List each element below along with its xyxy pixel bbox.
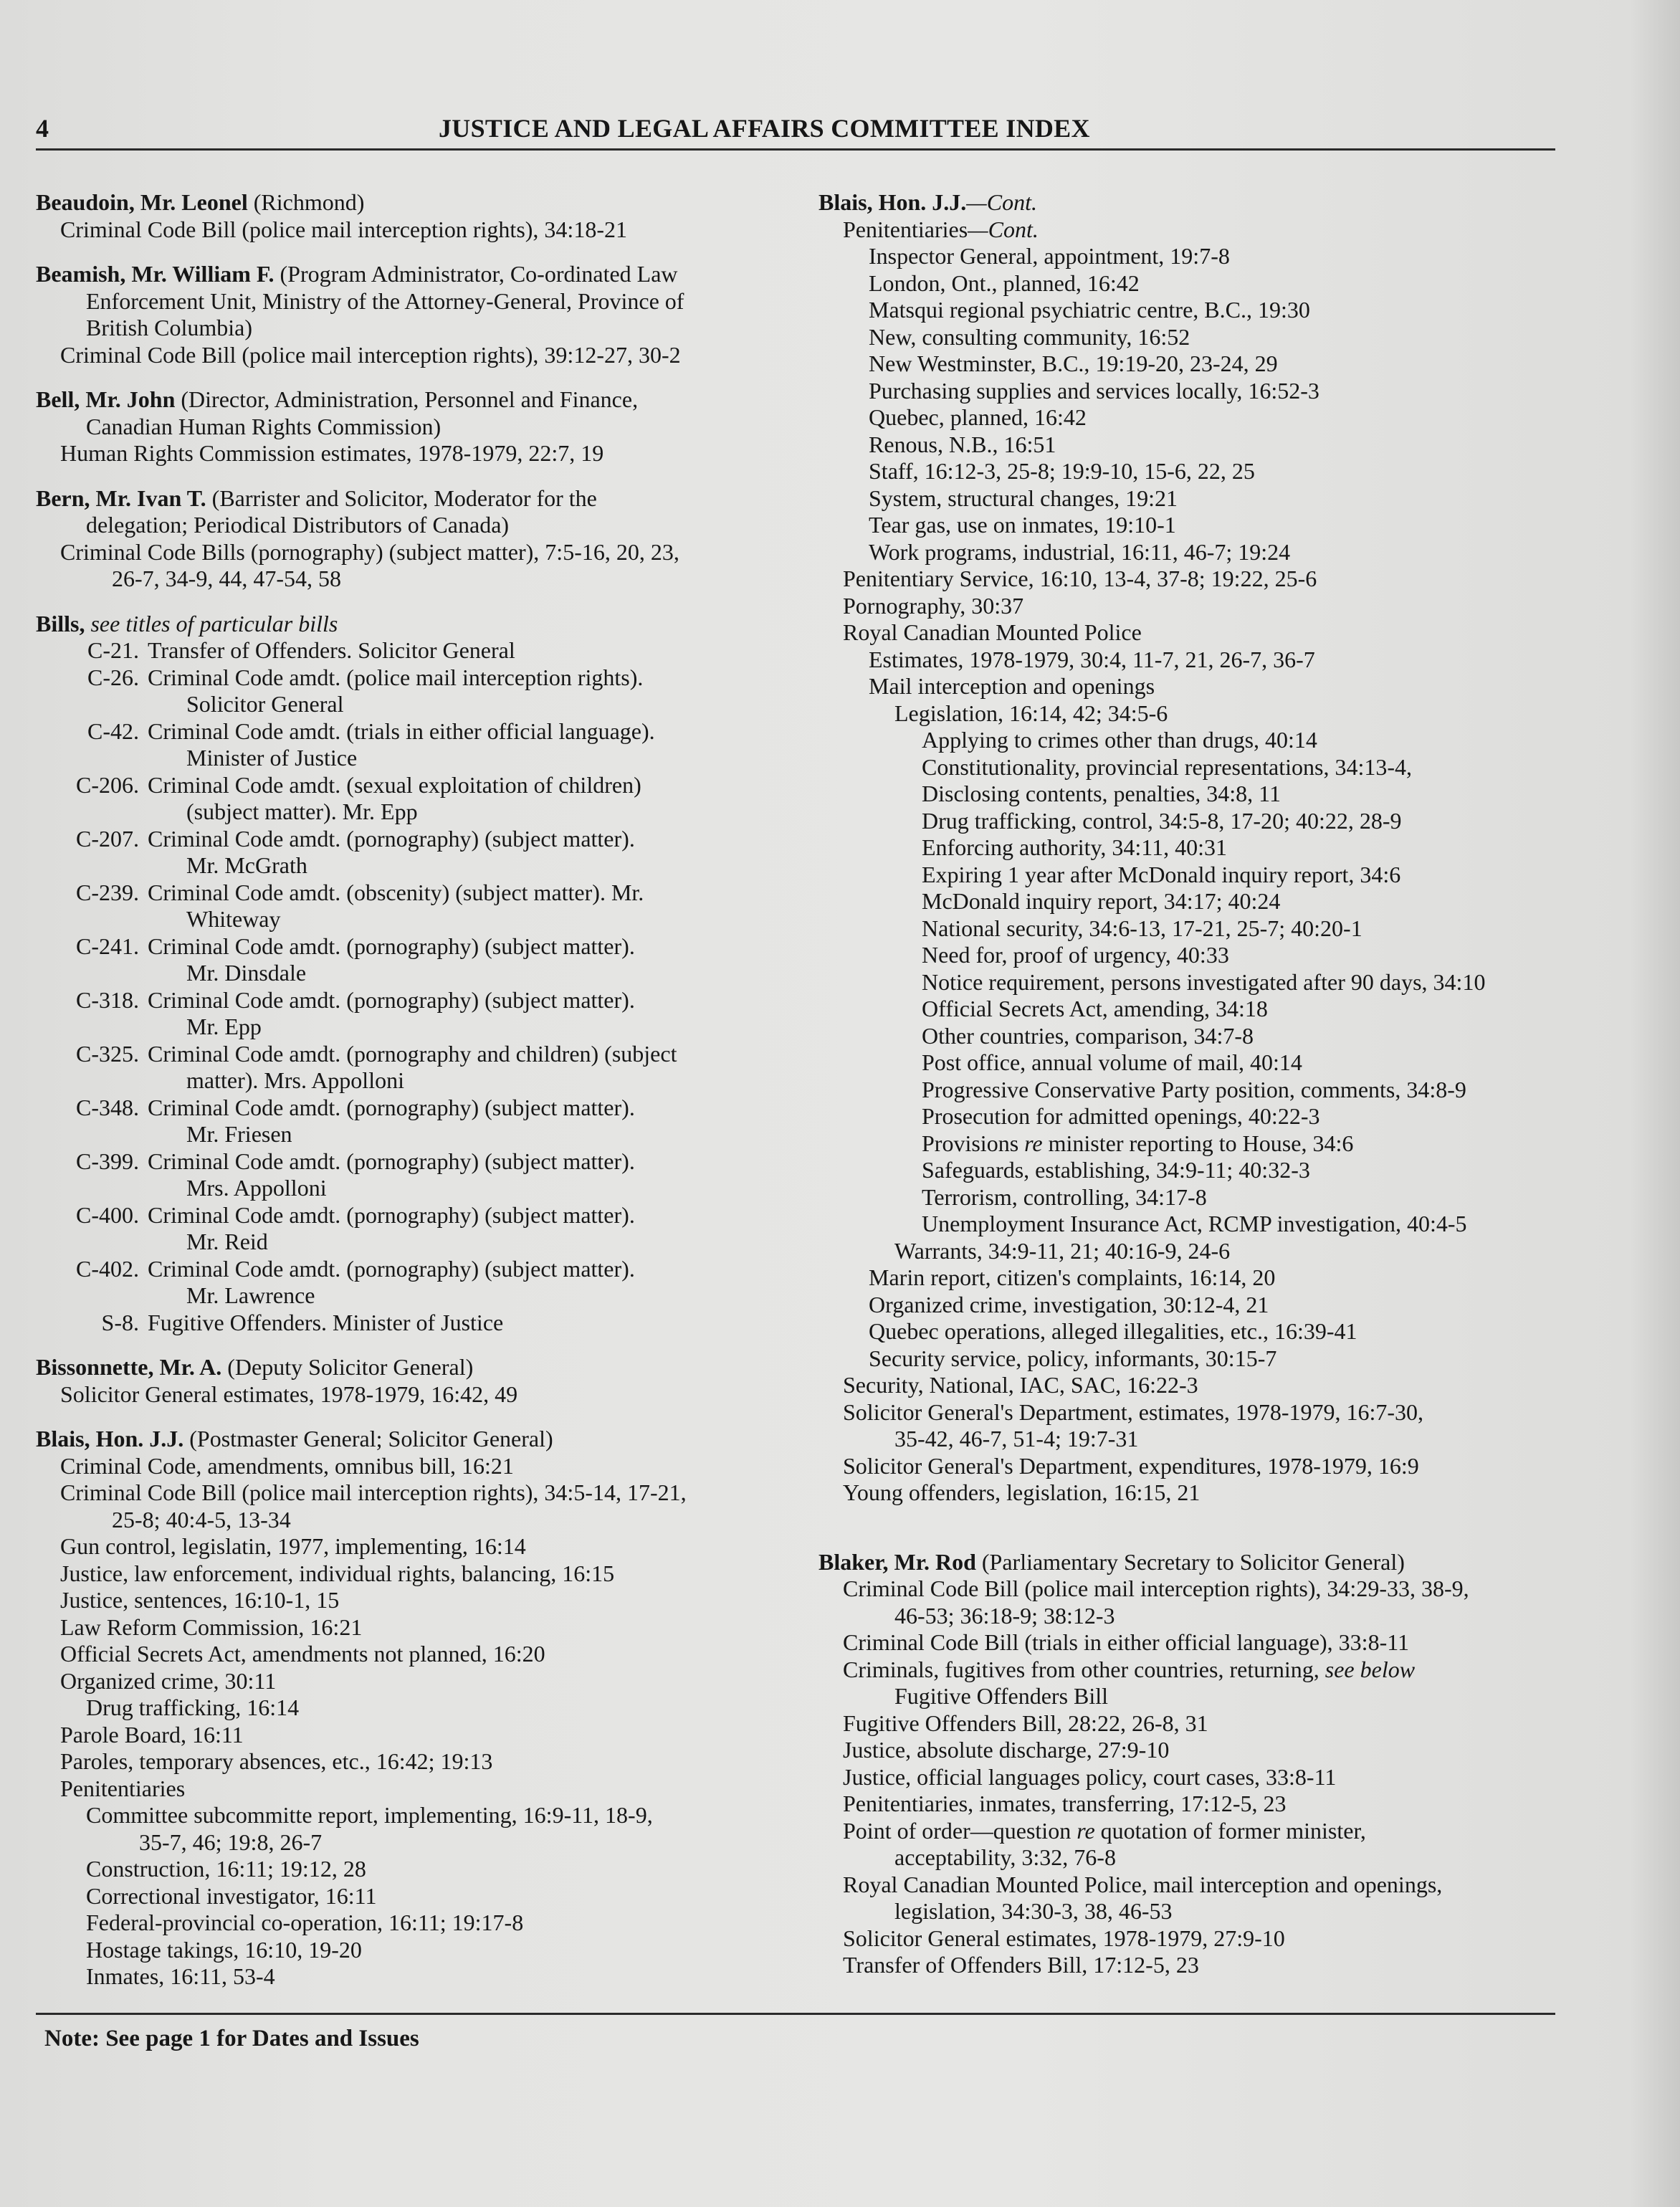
entry-description: (Deputy Solicitor General) (227, 1354, 474, 1380)
index-entry-bissonnette (36, 1354, 810, 1408)
entry-reference: Justice, absolute discharge, 27:9-10 (843, 1737, 1170, 1763)
spacer (818, 1525, 1571, 1549)
entry-reference: Royal Canadian Mounted Police, mail interception and openings, (843, 1871, 1443, 1897)
bill-item (36, 826, 810, 880)
bill-number: C-42. (87, 718, 139, 744)
bill-number: C-325. (76, 1040, 139, 1067)
bill-title: Criminal Code amdt. (pornography) (subject matter). (148, 1255, 635, 1282)
entry-reference: Estimates, 1978-1979, 30:4, 11-7, 21, 26-7, 36-7 (869, 646, 1315, 672)
footnote: Note: See page 1 for Dates and Issues (44, 2026, 419, 2051)
entry-reference: Security, National, IAC, SAC, 16:22-3 (843, 1372, 1198, 1398)
index-entry-beaudoin (36, 189, 810, 243)
entry-reference: 35-7, 46; 19:8, 26-7 (139, 1829, 323, 1855)
bill-item (36, 664, 810, 718)
entry-reference: Disclosing contents, penalties, 34:8, 11 (922, 781, 1281, 806)
bill-item (36, 987, 810, 1041)
bill-number: C-348. (76, 1094, 139, 1120)
bill-item (36, 637, 810, 664)
entry-reference: Legislation, 16:14, 42; 34:5-6 (894, 700, 1168, 726)
entry-reference: Gun control, legislatin, 1977, implementing, 16:14 (60, 1533, 526, 1559)
bill-sponsor: Mr. Friesen (186, 1121, 292, 1147)
bill-number: C-318. (76, 986, 139, 1013)
bill-title: Criminal Code amdt. (pornography) (subject matter). (148, 825, 635, 852)
bill-item (36, 1148, 810, 1202)
entry-reference: Safeguards, establishing, 34:9-11; 40:32-3 (922, 1157, 1310, 1183)
entry-reference: Criminal Code Bill (trials in either official language), 33:8-11 (843, 1629, 1410, 1655)
entry-reference: Other countries, comparison, 34:7-8 (922, 1022, 1254, 1049)
bill-sponsor: Whiteway (186, 906, 281, 932)
bill-number: C-26. (87, 664, 139, 690)
entry-reference: Security service, policy, informants, 30:15-7 (869, 1345, 1277, 1371)
entry-name: Bills, (36, 610, 85, 637)
entry-reference: Royal Canadian Mounted Police (843, 619, 1142, 645)
entry-reference: Committee subcommitte report, implementing, 16:9-11, 18-9, (86, 1802, 653, 1828)
entry-reference: Criminal Code Bill (police mail interception rights), 34:18-21 (60, 216, 627, 242)
bill-item (36, 1310, 810, 1337)
entry-reference: Justice, official languages policy, court cases, 33:8-11 (843, 1763, 1337, 1790)
bill-number: C-21. (87, 637, 139, 663)
entry-description: (Richmond) (253, 189, 365, 215)
entry-name: Bell, Mr. John (36, 386, 176, 412)
entry-reference: Organized crime, 30:11 (60, 1667, 277, 1694)
entry-reference: Drug trafficking, control, 34:5-8, 17-20; 40:22, 28-9 (922, 807, 1402, 834)
bill-sponsor: Mr. Epp (186, 1014, 262, 1039)
entry-reference: Penitentiary Service, 16:10, 13-4, 37-8; 19:22, 25-6 (843, 566, 1317, 591)
index-entry-blais-continued (818, 189, 1571, 1507)
entry-reference: Tear gas, use on inmates, 19:10-1 (869, 512, 1176, 538)
bill-number: C-207. (76, 825, 139, 852)
bill-item (36, 1256, 810, 1310)
bill-sponsor: matter). Mrs. Appolloni (186, 1067, 404, 1093)
entry-reference: Criminals, fugitives from other countries, returning, see below (843, 1656, 1416, 1682)
entry-reference: Inspector General, appointment, 19:7-8 (869, 243, 1230, 269)
entry-reference: Post office, annual volume of mail, 40:14 (922, 1049, 1302, 1075)
bill-title: Criminal Code amdt. (pornography and children) (subject (148, 1040, 677, 1067)
entry-reference: legislation, 34:30-3, 38, 46-53 (894, 1898, 1173, 1924)
bill-item (36, 1041, 810, 1095)
entry-reference: Constitutionality, provincial representations, 34:13-4, (922, 753, 1413, 780)
entry-reference: Transfer of Offenders Bill, 17:12-5, 23 (843, 1952, 1199, 1978)
entry-reference: Law Reform Commission, 16:21 (60, 1613, 363, 1640)
entry-reference: Criminal Code Bill (police mail interception rights), 34:5-14, 17-21, (60, 1479, 687, 1505)
bill-sponsor: Mrs. Appolloni (186, 1175, 327, 1201)
entry-reference: acceptability, 3:32, 76-8 (894, 1844, 1116, 1870)
entry-reference: Criminal Code Bill (police mail interception rights), 34:29-33, 38-9, (843, 1576, 1469, 1601)
bill-sponsor: Solicitor General (186, 691, 344, 717)
entry-reference: Organized crime, investigation, 30:12-4, 21 (869, 1291, 1269, 1317)
entry-reference: Penitentiaries (60, 1775, 186, 1801)
bill-number: C-206. (76, 771, 139, 798)
entry-reference: Hostage takings, 16:10, 19-20 (86, 1936, 362, 1963)
entry-description: (Postmaster General; Solicitor General) (189, 1426, 553, 1452)
entry-name: Beaudoin, Mr. Leonel (36, 189, 248, 215)
entry-reference: Criminal Code Bill (police mail interception rights), 39:12-27, 30-2 (60, 341, 681, 368)
entry-reference: Notice requirement, persons investigated after 90 days, 34:10 (922, 968, 1486, 995)
entry-reference: Justice, law enforcement, individual rights, balancing, 16:15 (60, 1560, 615, 1586)
entry-reference: Penitentiaries, inmates, transferring, 17:12-5, 23 (843, 1791, 1287, 1816)
entry-reference: Criminal Code, amendments, omnibus bill, 16:21 (60, 1452, 514, 1479)
bill-title: Criminal Code amdt. (sexual exploitation of children) (148, 771, 641, 798)
entry-description: (Parliamentary Secretary to Solicitor General) (981, 1548, 1405, 1575)
bill-title: Criminal Code amdt. (pornography) (subject matter). (148, 986, 635, 1013)
index-entry-beamish (36, 261, 810, 368)
header-rule (36, 148, 1555, 151)
entry-reference: Quebec, planned, 16:42 (869, 404, 1087, 430)
entry-reference: Solicitor General estimates, 1978-1979, 16:42, 49 (60, 1381, 518, 1407)
bill-number: C-399. (76, 1148, 139, 1174)
bill-number: S-8. (101, 1309, 139, 1335)
entry-reference: Renous, N.B., 16:51 (869, 431, 1056, 457)
entry-reference: Prosecution for admitted openings, 40:22-3 (922, 1103, 1320, 1129)
entry-reference: New Westminster, B.C., 19:19-20, 23-24, 29 (869, 351, 1278, 376)
bill-title: Criminal Code amdt. (trials in either official language). (148, 718, 655, 744)
bill-number: C-239. (76, 879, 139, 905)
entry-description: Canadian Human Rights Commission) (86, 413, 442, 439)
continued-marker: —Cont. (968, 216, 1039, 242)
right-column (818, 189, 1571, 1997)
bill-item (36, 772, 810, 826)
bill-item (36, 933, 810, 987)
entry-reference: 26-7, 34-9, 44, 47-54, 58 (112, 566, 341, 591)
entry-description: (Program Administrator, Co-ordinated Law (280, 261, 678, 287)
entry-reference: Parole Board, 16:11 (60, 1721, 244, 1748)
entry-name: Bern, Mr. Ivan T. (36, 485, 206, 511)
bill-title: Criminal Code amdt. (police mail interception rights). (148, 664, 644, 690)
page-number: 4 (36, 114, 49, 143)
entry-reference: Fugitive Offenders Bill (894, 1683, 1109, 1709)
index-entry-bern (36, 485, 810, 593)
index-entry-blaker (818, 1549, 1571, 1979)
bill-sponsor: Mr. Reid (186, 1229, 268, 1254)
bill-sponsor: Mr. Dinsdale (186, 960, 307, 986)
entry-reference: Staff, 16:12-3, 25-8; 19:9-10, 15-6, 22, 25 (869, 458, 1255, 484)
entry-reference: National security, 34:6-13, 17-21, 25-7; 40:20-1 (922, 915, 1362, 941)
entry-reference: Marin report, citizen's complaints, 16:14, 20 (869, 1264, 1276, 1290)
running-head: JUSTICE AND LEGAL AFFAIRS COMMITTEE INDEX (439, 114, 1090, 143)
entry-reference: Inmates, 16:11, 53-4 (86, 1963, 275, 1989)
entry-reference: 46-53; 36:18-9; 38:12-3 (894, 1602, 1115, 1629)
entry-reference: Correctional investigator, 16:11 (86, 1882, 377, 1909)
left-column (36, 189, 810, 2008)
entry-reference: Federal-provincial co-operation, 16:11; 19:17-8 (86, 1910, 524, 1935)
entry-reference: Paroles, temporary absences, etc., 16:42; 19:13 (60, 1748, 493, 1774)
entry-reference: Work programs, industrial, 16:11, 46-7; 19:24 (869, 538, 1291, 565)
bill-title: Transfer of Offenders. Solicitor General (148, 637, 515, 663)
entry-reference: System, structural changes, 19:21 (869, 485, 1178, 511)
bill-item (36, 718, 810, 772)
bill-sponsor: Mr. Lawrence (186, 1282, 315, 1308)
continued-marker: —Cont. (966, 189, 1037, 215)
entry-reference: Solicitor General's Department, estimates, 1978-1979, 16:7-30, (843, 1398, 1424, 1425)
bill-title: Fugitive Offenders. Minister of Justice (148, 1309, 504, 1335)
bill-item (36, 1202, 810, 1256)
bill-title: Criminal Code amdt. (pornography) (subject matter). (148, 933, 635, 959)
bill-title: Criminal Code amdt. (pornography) (subject matter). (148, 1094, 635, 1120)
entry-reference: Applying to crimes other than drugs, 40:14 (922, 727, 1317, 753)
entry-reference: Criminal Code Bills (pornography) (subject matter), 7:5-16, 20, 23, (60, 538, 679, 565)
entry-reference: Construction, 16:11; 19:12, 28 (86, 1856, 366, 1882)
entry-description: delegation; Periodical Distributors of Canada) (86, 512, 510, 538)
entry-description: (Director, Administration, Personnel and Finance, (181, 386, 639, 412)
entry-reference: Solicitor General's Department, expenditures, 1978-1979, 16:9 (843, 1452, 1419, 1479)
bill-item (36, 1095, 810, 1148)
subheading: Penitentiaries (843, 216, 968, 242)
entry-reference: Official Secrets Act, amending, 34:18 (922, 996, 1268, 1021)
entry-name: Blaker, Mr. Rod (818, 1548, 976, 1575)
entry-reference: Point of order—question re quotation of former minister, (843, 1817, 1366, 1844)
entry-reference: Solicitor General estimates, 1978-1979, 27:9-10 (843, 1925, 1285, 1951)
bill-title: Criminal Code amdt. (pornography) (subject matter). (148, 1148, 635, 1174)
bill-number: C-402. (76, 1255, 139, 1282)
bills-list (36, 637, 810, 1336)
entry-reference: Expiring 1 year after McDonald inquiry report, 34:6 (922, 861, 1401, 887)
index-entry-bell (36, 386, 810, 467)
see-reference: see titles of particular bills (90, 610, 338, 637)
entry-reference: Unemployment Insurance Act, RCMP investigation, 40:4-5 (922, 1211, 1467, 1236)
index-entry-bills (36, 611, 810, 1337)
entry-reference: Enforcing authority, 34:11, 40:31 (922, 834, 1227, 860)
entry-reference: Progressive Conservative Party position, comments, 34:8-9 (922, 1076, 1466, 1102)
entry-reference: 25-8; 40:4-5, 13-34 (112, 1506, 291, 1532)
entry-reference: New, consulting community, 16:52 (869, 323, 1190, 350)
index-entry-blais (36, 1426, 810, 1991)
entry-reference: Justice, sentences, 16:10-1, 15 (60, 1587, 340, 1613)
entry-description: British Columbia) (86, 315, 252, 340)
bill-sponsor: (subject matter). Mr. Epp (186, 799, 418, 824)
bill-number: C-400. (76, 1201, 139, 1228)
entry-reference: 35-42, 46-7, 51-4; 19:7-31 (894, 1426, 1139, 1452)
entry-reference: Purchasing supplies and services locally, 16:52-3 (869, 377, 1319, 404)
entry-reference: Official Secrets Act, amendments not planned, 16:20 (60, 1641, 545, 1667)
entry-name: Blais, Hon. J.J. (36, 1426, 184, 1452)
entry-description: Enforcement Unit, Ministry of the Attorney-General, Province of (86, 287, 684, 314)
entry-reference: Warrants, 34:9-11, 21; 40:16-9, 24-6 (894, 1237, 1231, 1264)
entry-reference: McDonald inquiry report, 34:17; 40:24 (922, 888, 1281, 914)
entry-name: Blais, Hon. J.J. (818, 189, 967, 215)
entry-reference: Human Rights Commission estimates, 1978-1979, 22:7, 19 (60, 440, 604, 466)
entry-reference: Matsqui regional psychiatric centre, B.C., 19:30 (869, 297, 1310, 323)
bill-sponsor: Minister of Justice (186, 745, 358, 771)
entry-reference: Fugitive Offenders Bill, 28:22, 26-8, 31 (843, 1710, 1208, 1736)
footer-rule (36, 2013, 1555, 2015)
entry-reference: Provisions re minister reporting to House, 34:6 (922, 1130, 1354, 1156)
bill-title: Criminal Code amdt. (pornography) (subject matter). (148, 1201, 635, 1228)
entry-description: (Barrister and Solicitor, Moderator for the (211, 485, 597, 511)
entry-reference: Quebec operations, alleged illegalities, etc., 16:39-41 (869, 1318, 1357, 1344)
entry-reference: Terrorism, controlling, 34:17-8 (922, 1183, 1207, 1210)
entry-reference: Drug trafficking, 16:14 (86, 1694, 300, 1720)
entry-name: Bissonnette, Mr. A. (36, 1354, 222, 1380)
bill-title: Criminal Code amdt. (obscenity) (subject matter). Mr. (148, 879, 644, 905)
entry-reference: Need for, proof of urgency, 40:33 (922, 942, 1229, 968)
bill-sponsor: Mr. McGrath (186, 852, 307, 878)
bill-item (36, 880, 810, 933)
entry-reference: Young offenders, legislation, 16:15, 21 (843, 1479, 1201, 1505)
entry-reference: Mail interception and openings (869, 673, 1155, 699)
bill-number: C-241. (76, 933, 139, 959)
entry-reference: Pornography, 30:37 (843, 592, 1024, 619)
entry-name: Beamish, Mr. William F. (36, 261, 275, 287)
entry-reference: London, Ont., planned, 16:42 (869, 270, 1140, 296)
